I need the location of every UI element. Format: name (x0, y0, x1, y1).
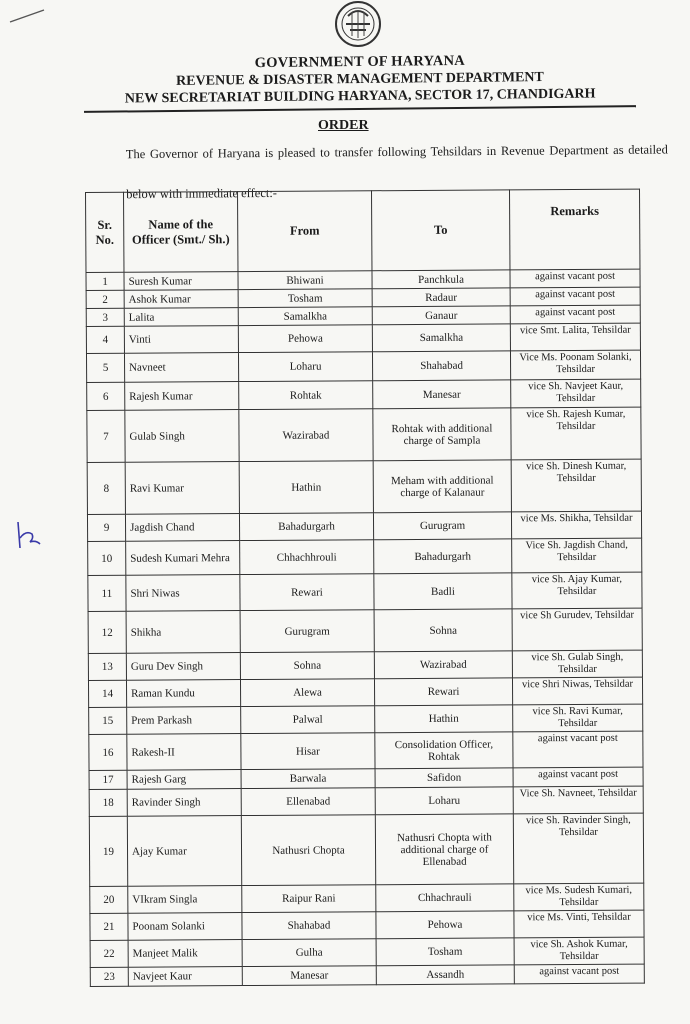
cell-to: Safidon (375, 768, 513, 788)
cell-from: Bhiwani (238, 271, 372, 290)
cell-name: Gulab Singh (125, 410, 239, 463)
cell-sr: 19 (89, 816, 127, 886)
handwritten-initial-mark (10, 518, 44, 552)
office-address: NEW SECRETARIAT BUILDING HARYANA, SECTOR 17, CHANDIGARH (124, 86, 596, 107)
pen-stroke-mark (8, 8, 48, 24)
cell-sr: 9 (87, 514, 125, 541)
cell-sr: 2 (86, 290, 124, 308)
table-row (88, 677, 642, 707)
cell-from: Nathusri Chopta (241, 815, 375, 886)
cell-remarks: vice Ms. Sudesh Kumari, Tehsildar (514, 883, 644, 911)
cell-from: Gulha (242, 939, 376, 967)
cell-name: Rajesh Kumar (125, 382, 239, 411)
header-officer-name: Name of the Officer (Smt./ Sh.) (124, 192, 238, 273)
cell-to: Gurugram (373, 512, 511, 540)
cell-remarks: vice Shri Niwas, Tehsildar (512, 677, 642, 705)
cell-remarks: against vacant post (510, 287, 640, 306)
cell-sr: 6 (87, 382, 125, 410)
cell-sr: 20 (90, 886, 128, 913)
cell-remarks: vice Sh. Gulab Singh, Tehsildar (512, 650, 642, 678)
cell-from: Bahadurgarh (239, 513, 373, 541)
cell-to: Tosham (376, 938, 514, 966)
table-row (88, 608, 642, 653)
cell-name: Ravinder Singh (127, 789, 241, 817)
cell-remarks: vice Sh. Dinesh Kumar, Tehsildar (511, 459, 641, 512)
cell-remarks: vice Sh. Ashok Kumar, Tehsildar (514, 937, 644, 965)
cell-remarks: against vacant post (513, 767, 643, 787)
cell-name: Rajesh Garg (127, 770, 241, 790)
cell-to: Manesar (373, 380, 511, 409)
cell-sr: 3 (86, 308, 124, 326)
cell-to: Pehowa (376, 911, 514, 939)
table-row (88, 572, 642, 611)
table-row (90, 883, 644, 913)
cell-remarks: vice Sh Gurudev, Tehsildar (512, 608, 642, 651)
order-intro-text: The Governor of Haryana is pleased to transfer following Tehsildars in Revenue Department as detailed below with immediate effect:- (125, 142, 668, 202)
cell-remarks: vice Sh. Ravi Kumar, Tehsildar (513, 704, 643, 732)
cell-name: Prem Parkash (127, 707, 241, 735)
cell-sr: 16 (89, 734, 127, 770)
cell-from: Palwal (241, 706, 375, 734)
cell-from: Raipur Rani (242, 885, 376, 913)
table-row (89, 813, 643, 886)
cell-sr: 12 (88, 611, 126, 653)
cell-from: Pehowa (238, 325, 372, 353)
cell-remarks: vice Sh. Ravinder Singh, Tehsildar (513, 813, 643, 884)
order-title: ORDER (318, 118, 369, 133)
letterhead (60, 51, 661, 108)
cell-name: Suresh Kumar (124, 272, 238, 291)
cell-name: Guru Dev Singh (126, 653, 240, 681)
table-row (88, 650, 642, 680)
table-row (86, 323, 640, 353)
cell-to: Wazirabad (374, 651, 512, 679)
cell-to: Sohna (374, 609, 512, 652)
cell-from: Hathin (239, 461, 373, 514)
transfer-table (85, 189, 645, 987)
cell-name: Ashok Kumar (124, 290, 238, 309)
cell-to: Nathusri Chopta with additional charge of Ellenabad (375, 814, 513, 885)
cell-sr: 1 (86, 272, 124, 290)
cell-name: Shikha (126, 611, 240, 654)
cell-sr: 13 (88, 653, 126, 680)
cell-sr: 5 (86, 353, 124, 382)
cell-name: Manjeet Malik (128, 940, 242, 968)
cell-from: Alewa (240, 679, 374, 707)
cell-to: Rohtak with additional charge of Sampla (373, 408, 511, 461)
cell-to: Panchkula (372, 270, 510, 289)
cell-remarks: vice Sh. Rajesh Kumar, Tehsildar (511, 407, 641, 460)
cell-sr: 18 (89, 789, 127, 816)
cell-to: Ganaur (372, 306, 510, 325)
table-row (88, 538, 642, 575)
cell-from: Manesar (242, 966, 376, 986)
header-to: To (371, 190, 509, 271)
cell-name: Raman Kundu (126, 680, 240, 708)
table-row (89, 731, 643, 770)
cell-name: Navjeet Kaur (128, 967, 242, 987)
cell-sr: 21 (90, 913, 128, 940)
cell-remarks: against vacant post (510, 305, 640, 324)
cell-remarks: Vice Ms. Poonam Solanki, Tehsildar (510, 350, 640, 380)
cell-to: Radaur (372, 288, 510, 307)
cell-to: Bahadurgarh (374, 539, 512, 574)
table-row (89, 786, 643, 816)
table-row (86, 350, 640, 382)
cell-from: Gurugram (240, 610, 374, 653)
cell-from: Rewari (240, 574, 374, 611)
department-name: REVENUE & DISASTER MANAGEMENT DEPARTMENT (176, 70, 544, 89)
table-row (89, 704, 643, 734)
government-name: GOVERNMENT OF HARYANA (254, 52, 465, 72)
cell-to: Shahabad (372, 351, 510, 381)
cell-sr: 22 (90, 940, 128, 967)
cell-name: VIkram Singla (128, 886, 242, 914)
cell-from: Wazirabad (239, 409, 373, 462)
cell-sr: 14 (88, 680, 126, 707)
cell-sr: 11 (88, 575, 126, 611)
cell-to: Chhachrauli (376, 884, 514, 912)
cell-sr: 15 (89, 707, 127, 734)
cell-sr: 17 (89, 770, 127, 789)
cell-remarks: vice Sh. Ajay Kumar, Tehsildar (512, 572, 642, 609)
cell-name: Ajay Kumar (127, 816, 241, 887)
cell-remarks: against vacant post (514, 964, 644, 984)
cell-to: Loharu (375, 787, 513, 815)
table-row (90, 937, 644, 967)
cell-sr: 23 (90, 967, 128, 986)
cell-to: Meham with additional charge of Kalanaur (373, 460, 511, 513)
cell-name: Sudesh Kumari Mehra (126, 541, 240, 576)
cell-from: Tosham (238, 289, 372, 308)
table-row (90, 910, 644, 940)
cell-sr: 10 (88, 541, 126, 575)
cell-remarks: Vice Sh. Jagdish Chand, Tehsildar (512, 538, 642, 573)
cell-from: Barwala (241, 769, 375, 789)
cell-from: Loharu (238, 352, 372, 382)
cell-name: Shri Niwas (126, 575, 240, 612)
cell-name: Poonam Solanki (128, 913, 242, 941)
header-sr-no: Sr. No. (86, 192, 124, 272)
cell-remarks: against vacant post (513, 731, 643, 768)
table-row (90, 964, 644, 986)
cell-remarks: vice Sh. Navjeet Kaur, Tehsildar (511, 379, 641, 408)
cell-sr: 8 (87, 462, 125, 514)
table-row (87, 379, 641, 410)
header-from: From (238, 191, 372, 272)
cell-name: Vinti (124, 326, 238, 354)
cell-from: Samalkha (238, 307, 372, 326)
cell-from: Rohtak (239, 381, 373, 410)
cell-sr: 7 (87, 410, 125, 462)
cell-from: Hisar (241, 733, 375, 770)
table-row (87, 407, 641, 462)
cell-to: Assandh (376, 965, 514, 985)
cell-from: Sohna (240, 652, 374, 680)
cell-name: Jagdish Chand (125, 514, 239, 542)
cell-to: Samalkha (372, 324, 510, 352)
cell-to: Badli (374, 573, 512, 610)
cell-name: Navneet (124, 353, 238, 383)
cell-remarks: vice Smt. Lalita, Tehsildar (510, 323, 640, 351)
cell-remarks: vice Ms. Shikha, Tehsildar (511, 511, 641, 539)
cell-remarks: vice Ms. Vinti, Tehsildar (514, 910, 644, 938)
cell-from: Shahabad (242, 912, 376, 940)
header-remarks: Remarks (509, 189, 639, 270)
cell-sr: 4 (86, 326, 124, 353)
table-header-row (86, 189, 640, 272)
cell-name: Lalita (124, 308, 238, 327)
cell-from: Chhachhrouli (240, 540, 374, 575)
cell-remarks: against vacant post (510, 269, 640, 288)
table-row (87, 511, 641, 541)
cell-remarks: Vice Sh. Navneet, Tehsildar (513, 786, 643, 814)
cell-from: Ellenabad (241, 788, 375, 816)
cell-to: Consolidation Officer, Rohtak (375, 732, 513, 769)
cell-name: Rakesh-II (127, 734, 241, 771)
government-emblem-icon (322, 0, 394, 52)
table-row (87, 459, 641, 514)
cell-name: Ravi Kumar (125, 462, 239, 515)
cell-to: Rewari (374, 678, 512, 706)
cell-to: Hathin (375, 705, 513, 733)
